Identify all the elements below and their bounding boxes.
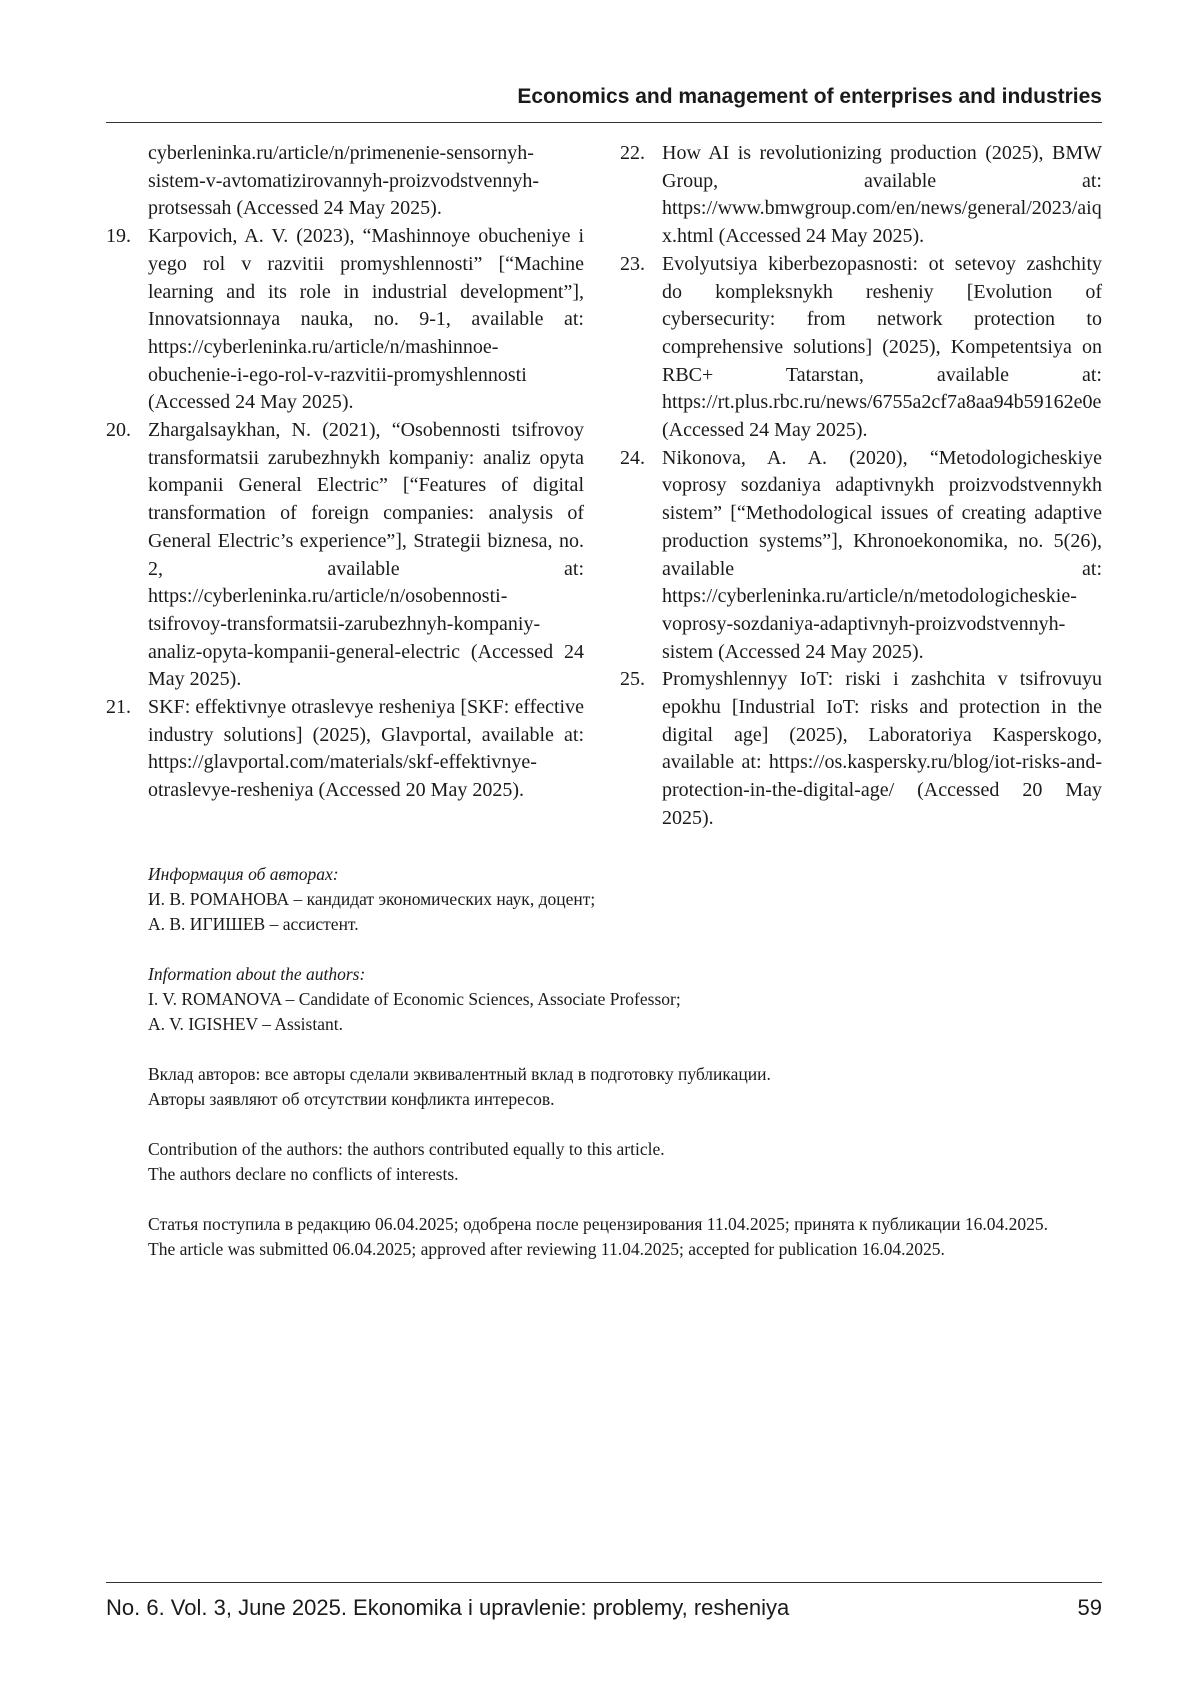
contribution-line: Contribution of the authors: the authors contributed equally to this article. xyxy=(148,1139,665,1159)
reference-number: 24. xyxy=(620,446,645,469)
reference-text: cyberleninka.ru/article/n/primenenie-sensornyh-sistem-v-avtomatizirovannyh-proizvodstvennyh-protsessah (Accessed 24 May 2025). xyxy=(148,142,540,220)
reference-item xyxy=(620,666,1102,832)
references-right-column xyxy=(620,140,1102,833)
journal-citation: No. 6. Vol. 3, June 2025. Ekonomika i upravlenie: problemy, resheniya xyxy=(106,1595,790,1620)
contribution-line: The authors declare no conflicts of interests. xyxy=(148,1164,459,1184)
page-number: 59 xyxy=(1077,1595,1102,1620)
dates-en: The article was submitted 06.04.2025; approved after reviewing 11.04.2025; accepted for publication 16.04.2025. xyxy=(148,1239,945,1259)
reference-number: 21. xyxy=(106,696,131,719)
running-header xyxy=(106,82,1102,123)
author-line: А. В. ИГИШЕВ – ассистент. xyxy=(148,914,359,934)
reference-text: Karpovich, A. V. (2023), “Mashinnoye obucheniye i yego rol v razvitii promyshlennosti” [“Machine learning and its role in industrial development”], Innovatsionnaya nauka, no. 9-1, available at: https://cyberleninka.ru/article/n/mashinnoe-obuchenie-i-ego-rol-v-razvitii-promyshlennosti (Accessed 24 May 2025). xyxy=(148,225,584,414)
contribution-line: Авторы заявляют об отсутствии конфликта интересов. xyxy=(148,1089,555,1109)
authors-heading-en: Information about the authors: xyxy=(148,964,366,984)
reference-item xyxy=(106,694,584,805)
reference-item xyxy=(620,445,1102,667)
reference-number: 25. xyxy=(620,668,645,691)
reference-number: 22. xyxy=(620,142,645,164)
reference-number: 19. xyxy=(106,225,131,248)
reference-text: Promyshlennyy IoT: riski i zashchita v tsifrovuyu epokhu [Industrial IoT: risks and protection in the digital age] (2025), Laboratoriya Kasperskogo, available at: https://os.kaspersky.ru/blog/iot-risks-and-protection-in-the-digital-age/ (Accessed 20 May 2025). xyxy=(662,668,1102,829)
contribution-line: Вклад авторов: все авторы сделали эквивалентный вклад в подготовку публикации. xyxy=(148,1064,771,1084)
reference-item xyxy=(106,223,584,417)
dates-ru: Статья поступила в редакцию 06.04.2025; одобрена после рецензирования 11.04.2025; принята к публикации 16.04.2025. xyxy=(148,1214,1048,1234)
authors-info-ru xyxy=(148,862,1108,937)
reference-text: SKF: effektivnye otraslevye resheniya [SKF: effective industry solutions] (2025), Glavportal, available at: https://glavportal.com/materials/skf-effektivnye-otraslevye-resheniya (Accessed 20 May 2025). xyxy=(148,696,584,802)
contribution-ru xyxy=(148,1062,1108,1112)
contribution-en xyxy=(148,1137,1108,1187)
reference-item xyxy=(620,251,1102,445)
page-footer xyxy=(106,1582,1102,1621)
authors-heading-ru: Информация об авторах: xyxy=(148,864,339,884)
reference-text: Evolyutsiya kiberbezopasnosti: ot setevoy zashchity do kompleksnykh resheniy [Evolution of cybersecurity: from network protection to comprehensive solutions] (2025), Kompetentsiya on RBC+ Tatarstan, available at: https://rt.plus.rbc.ru/news/6755a2cf7a8aa94b59162e0e (Accessed 24 May 2025). xyxy=(662,252,1102,442)
author-line: И. В. РОМАНОВА – кандидат экономических наук, доцент; xyxy=(148,889,596,909)
author-line: A. V. IGISHEV – Assistant. xyxy=(148,1014,343,1034)
reference-text: Zhargalsaykhan, N. (2021), “Osobennosti tsifrovoy transformatsii zarubezhnykh kompaniy: analiz opyta kompanii General Electric” [“Features of digital transformation of foreign companies: analysis of General Electric’s experience”], Strategii biznesa, no. 2, available at: https://cyberleninka.ru/article/n/osobennosti-tsifrovoy-transformatsii-zarubezhnyh-kompaniy-analiz-opyta-kompanii-general-electric (Accessed 24 May 2025). xyxy=(148,419,584,691)
article-dates xyxy=(148,1212,1108,1262)
section-title: Economics and management of enterprises and industries xyxy=(517,85,1102,108)
references-left-column xyxy=(106,140,584,805)
article-info xyxy=(148,862,1108,1262)
reference-item xyxy=(106,417,584,694)
authors-info-en xyxy=(148,962,1108,1037)
reference-number: 20. xyxy=(106,419,131,442)
reference-item xyxy=(106,140,584,223)
reference-text: How AI is revolutionizing production (2025), BMW Group, available at: https://www.bmwgroup.com/en/news/general/2023/aiqx.html (Accessed 24 May 2025). xyxy=(662,142,1102,248)
reference-text: Nikonova, A. A. (2020), “Metodologicheskiye voprosy sozdaniya adaptivnykh proizvodstvennykh sistem” [“Methodological issues of creating adaptive production systems”], Khronoekonomika, no. 5(26), available at: https://cyberleninka.ru/article/n/metodologicheskie-voprosy-sozdaniya-adaptivnyh-proizvodstvennyh-sistem (Accessed 24 May 2025). xyxy=(662,446,1102,663)
reference-number: 23. xyxy=(620,252,645,275)
reference-item xyxy=(620,140,1102,251)
author-line: I. V. ROMANOVA – Candidate of Economic Sciences, Associate Professor; xyxy=(148,989,681,1009)
